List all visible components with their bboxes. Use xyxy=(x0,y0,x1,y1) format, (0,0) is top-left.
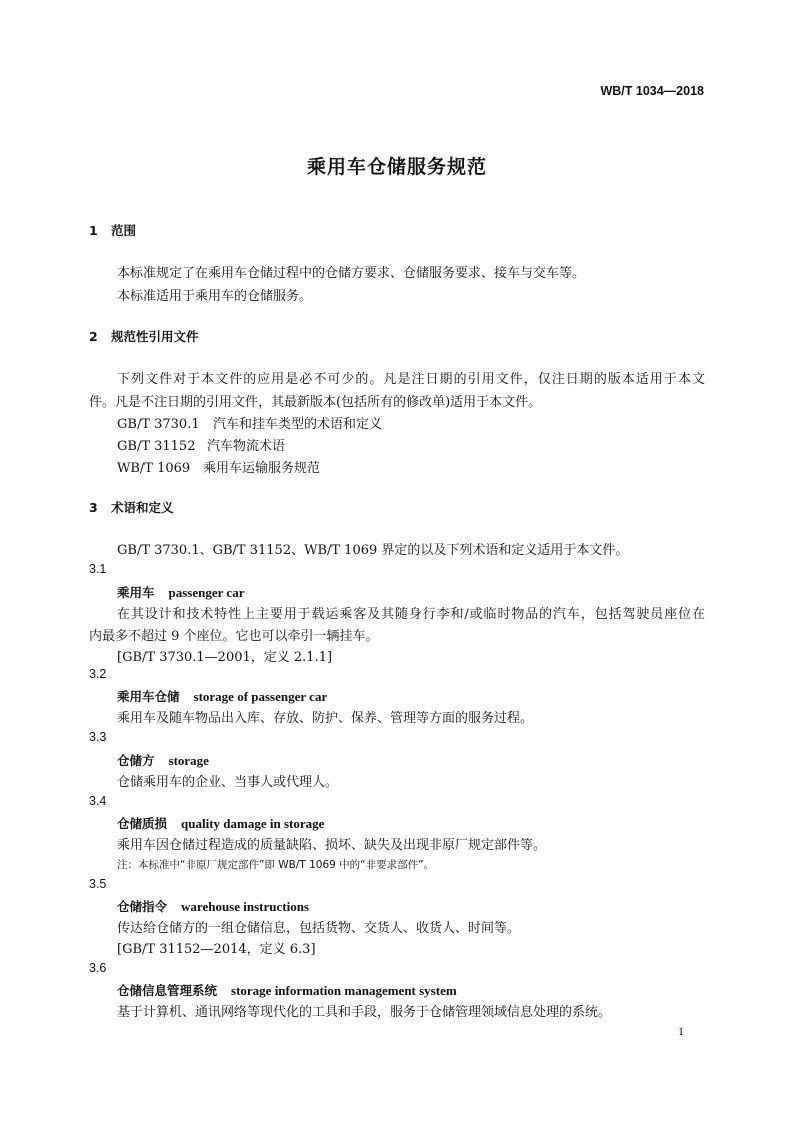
term-heading xyxy=(117,814,324,832)
term-definition: 在其设计和技术特性上主要用于载运乘客及其随身行李和/或临时物品的汽车，包括驾驶员座位在 xyxy=(117,607,705,622)
term-definition: 乘用车因仓储过程造成的质量缺陷、损坏、缺失及出现非原厂规定部件等。 xyxy=(117,838,547,853)
reference-code: GB/T 3730.1 xyxy=(117,417,200,432)
section-number: 3 xyxy=(89,500,98,515)
section-number: 2 xyxy=(89,329,98,344)
reference-code: WB/T 1069 xyxy=(117,461,191,476)
term-zh: 仓储方 xyxy=(117,753,155,768)
term-heading xyxy=(117,687,327,705)
reference-item xyxy=(117,435,285,454)
term-number: 3.5 xyxy=(89,877,107,891)
term-en: quality damage in storage xyxy=(181,816,325,831)
term-number: 3.6 xyxy=(89,961,107,975)
term-definition: 传达给仓储方的一组仓储信息，包括货物、交货人、收货人、时间等。 xyxy=(117,921,521,936)
term-definition: 内最多不超过 9 个座位。它也可以牵引一辆挂车。 xyxy=(89,629,379,644)
term-en: storage of passenger car xyxy=(193,689,328,704)
page-number: 1 xyxy=(678,1024,684,1038)
section-heading-scope xyxy=(89,221,136,239)
paragraph: GB/T 3730.1、GB/T 31152、WB/T 1069 界定的以及下列术语和定义适用于本文件。 xyxy=(117,543,629,558)
term-heading xyxy=(117,981,457,999)
term-en: storage information management system xyxy=(231,983,457,998)
reference-code: GB/T 31152 xyxy=(117,439,196,454)
reference-name: 汽车物流术语 xyxy=(207,439,286,454)
section-title: 术语和定义 xyxy=(111,500,174,515)
term-definition: 乘用车及随车物品出入库、存放、防护、保养、管理等方面的服务过程。 xyxy=(117,711,534,726)
term-zh: 乘用车 xyxy=(117,585,155,600)
term-zh: 仓储质损 xyxy=(117,816,168,831)
term-note: 注：本标准中“非原厂规定部件”即 WB/T 1069 中的“非要求部件”。 xyxy=(117,859,435,871)
term-definition: 仓储乘用车的企业、当事人或代理人。 xyxy=(117,775,339,790)
reference-item xyxy=(117,457,320,476)
document-title: 乘用车仓储服务规范 xyxy=(306,156,487,178)
paragraph: 本标准适用于乘用车的仓储服务。 xyxy=(117,289,313,304)
term-heading xyxy=(117,751,209,769)
paragraph: 下列文件对于本文件的应用是必不可少的。凡是注日期的引用文件，仅注日期的版本适用于本文 xyxy=(117,372,705,387)
term-en: warehouse instructions xyxy=(181,899,309,914)
section-heading-terms-and-definitions xyxy=(89,498,174,516)
term-zh: 仓储指令 xyxy=(117,899,168,914)
term-heading xyxy=(117,583,244,601)
term-number: 3.2 xyxy=(89,667,107,681)
term-number: 3.3 xyxy=(89,730,107,744)
term-en: storage xyxy=(168,753,209,768)
term-zh: 乘用车仓储 xyxy=(117,689,180,704)
term-definition: 基于计算机、通讯网络等现代化的工具和手段，服务于仓储管理领域信息处理的系统。 xyxy=(117,1005,612,1020)
document-code: WB/T 1034—2018 xyxy=(600,84,704,98)
term-source: [GB/T 31152—2014，定义 6.3] xyxy=(117,942,316,957)
term-number: 3.1 xyxy=(89,562,107,576)
term-zh: 仓储信息管理系统 xyxy=(117,983,218,998)
term-number: 3.4 xyxy=(89,794,107,808)
section-heading-normative-references xyxy=(89,327,199,345)
section-title: 范围 xyxy=(111,223,137,238)
paragraph: 本标准规定了在乘用车仓储过程中的仓储方要求、仓储服务要求、接车与交车等。 xyxy=(117,266,586,281)
paragraph: 件。凡是不注日期的引用文件，其最新版本(包括所有的修改单)适用于本文件。 xyxy=(89,395,542,410)
term-heading xyxy=(117,897,309,915)
term-source: [GB/T 3730.1—2001，定义 2.1.1] xyxy=(117,650,333,665)
reference-item xyxy=(117,413,382,432)
term-en: passenger car xyxy=(168,585,245,600)
reference-name: 汽车和挂车类型的术语和定义 xyxy=(213,417,383,432)
section-title: 规范性引用文件 xyxy=(111,329,199,344)
section-number: 1 xyxy=(89,223,98,238)
reference-name: 乘用车运输服务规范 xyxy=(203,461,321,476)
